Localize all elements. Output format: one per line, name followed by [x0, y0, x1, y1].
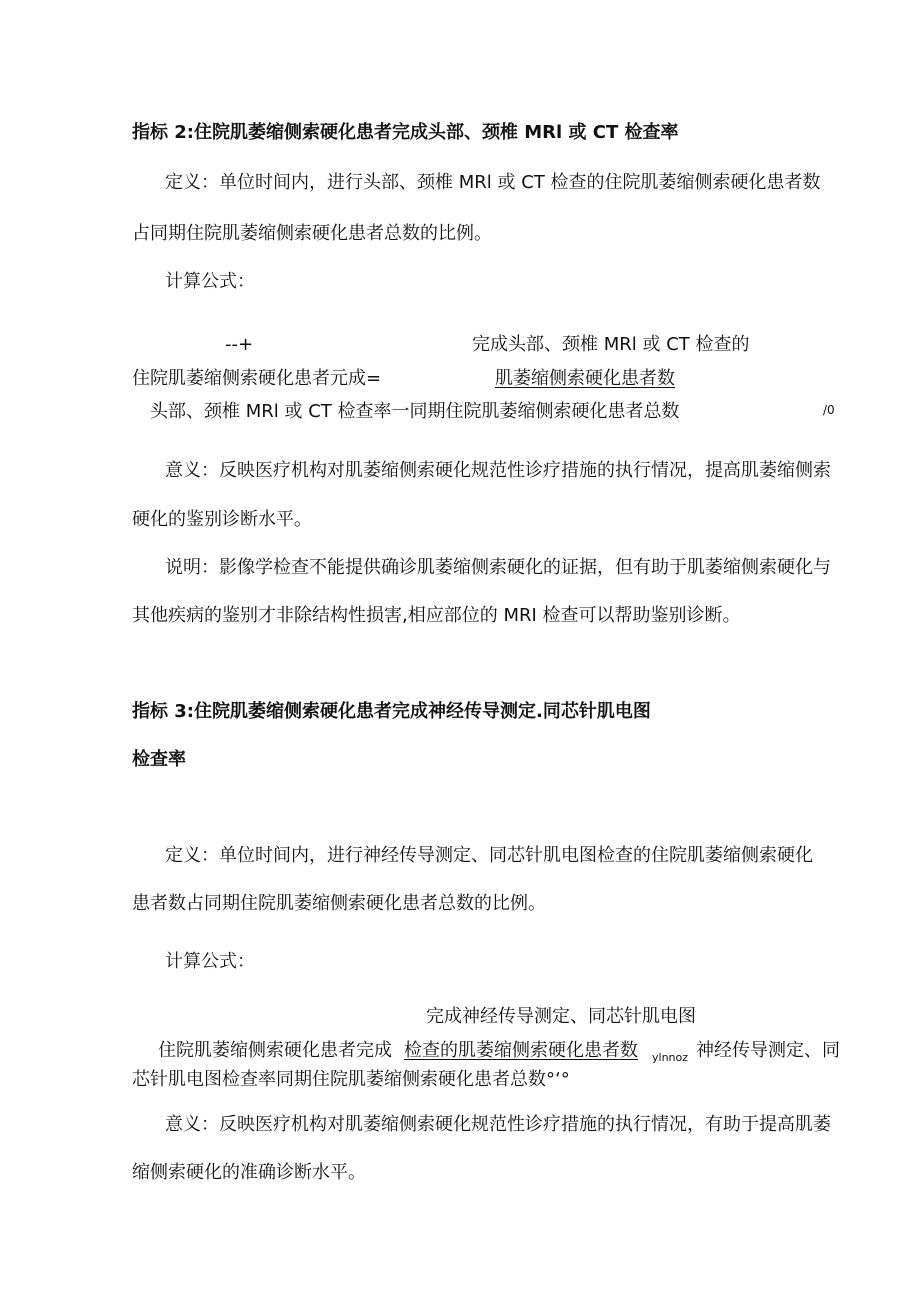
- section2-formula-numerator: 完成头部、颈椎 MRl 或 CT 检查的: [472, 334, 750, 355]
- section3-formula-right: 神经传导测定、同: [696, 1040, 840, 1061]
- section3-meaning-line2: 缩侧索硬化的准确诊断水平。: [132, 1162, 366, 1183]
- section3-heading-line1: 指标 3:住院肌萎缩侧索硬化患者完成神经传导测定.同芯针肌电图: [132, 701, 651, 722]
- section3-formula-numerator: 完成神经传导测定、同芯针肌电图: [426, 1006, 696, 1027]
- section3-heading-line2: 检查率: [132, 749, 186, 770]
- section3-formula-left: 住院肌萎缩侧索硬化患者完成: [158, 1040, 392, 1061]
- section2-note-line2: 其他疾病的鉴别才非除结构性损害,相应部位的 MRI 检查可以帮助鉴别诊断。: [132, 605, 741, 626]
- section3-definition-line2: 患者数占同期住院肌萎缩侧索硬化患者总数的比例。: [132, 893, 546, 914]
- section2-definition-line1: 定义：单位时间内，进行头部、颈椎 MRl 或 CT 检查的住院肌萎缩侧索硬化患者数: [165, 172, 821, 193]
- section2-heading: 指标 2:住院肌萎缩侧索硬化患者完成头部、颈椎 MRl 或 CT 检查率: [132, 122, 679, 143]
- section2-formula-label: 计算公式：: [165, 271, 255, 292]
- section2-formula-suffix: /0: [823, 403, 835, 417]
- section2-note-line1: 说明：影像学检查不能提供确诊肌萎缩侧索硬化的证据，但有助于肌萎缩侧索硬化与: [165, 557, 831, 578]
- section3-formula-label: 计算公式：: [165, 951, 255, 972]
- section2-formula-left: 住院肌萎缩侧索硬化患者元成=: [132, 368, 382, 389]
- section2-definition-line2: 占同期住院肌萎缩侧索硬化患者总数的比例。: [132, 223, 492, 244]
- section3-definition-line1: 定义：单位时间内，进行神经传导测定、同芯针肌电图检查的住院肌萎缩侧索硬化: [165, 845, 813, 866]
- section3-formula-line3: 芯针肌电图检查率同期住院肌萎缩侧索硬化患者总数°‘°: [132, 1069, 570, 1090]
- section2-meaning-line2: 硬化的鉴别诊断水平。: [132, 509, 312, 530]
- section2-formula-numerator2: 肌萎缩侧索硬化患者数: [495, 368, 675, 389]
- section3-formula-noise: ylnnoz: [652, 1051, 689, 1064]
- section3-meaning-line1: 意义：反映医疗机构对肌萎缩侧索硬化规范性诊疗措施的执行情况，有助于提高肌萎: [165, 1114, 831, 1135]
- section2-meaning-line1: 意义：反映医疗机构对肌萎缩侧索硬化规范性诊疗措施的执行情况，提高肌萎缩侧索: [165, 460, 831, 481]
- section3-formula-numerator2: 检查的肌萎缩侧索硬化患者数: [404, 1040, 638, 1061]
- section2-formula-left2: 头部、颈椎 MRl 或 CT 检查率一同期住院肌萎缩侧索硬化患者总数: [150, 401, 680, 422]
- section2-formula-mark: --+: [225, 334, 254, 355]
